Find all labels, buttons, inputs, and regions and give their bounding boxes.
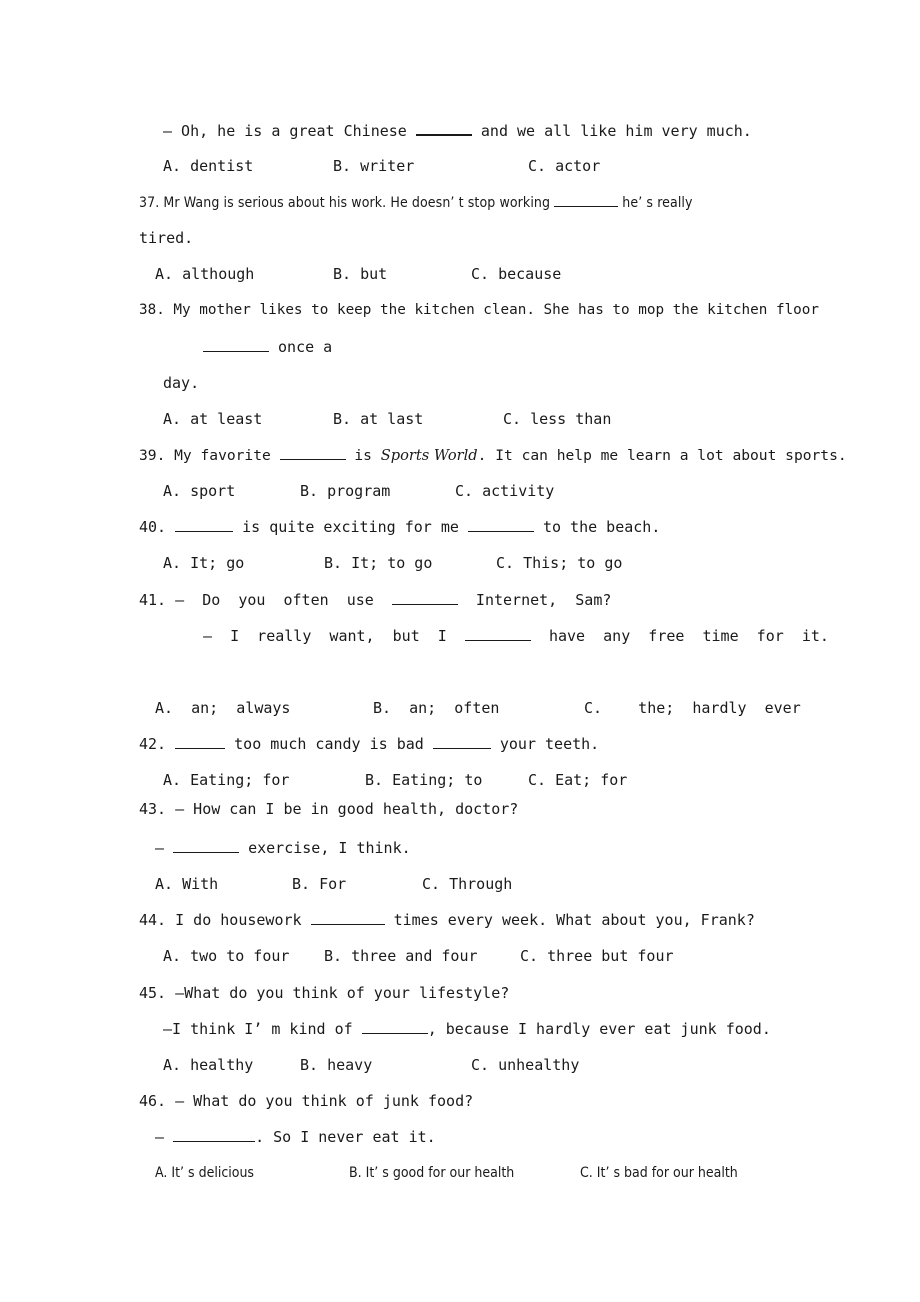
q46-line-2: — . So I never eat it. xyxy=(155,1128,436,1146)
q45-option-b: B. heavy xyxy=(300,1056,373,1074)
q36-option-a: A. dentist xyxy=(163,157,254,175)
q38-option-b: B. at last xyxy=(333,410,424,428)
q41-option-a: A. an; always xyxy=(155,699,291,717)
q39-option-a: A. sport xyxy=(163,482,236,500)
q39-option-b: B. program xyxy=(300,482,391,500)
q44-option-c: C. three but four xyxy=(520,947,674,965)
q37-option-b: B. but xyxy=(333,265,388,283)
q36-answer-line: — Oh, he is a great Chinese and we all like him very much. xyxy=(163,122,752,140)
q46-option-a: A. It’ s delicious xyxy=(155,1165,254,1181)
q44-option-b: B. three and four xyxy=(324,947,478,965)
q46-option-c: C. It’ s bad for our health xyxy=(580,1165,738,1181)
q43-option-c: C. Through xyxy=(422,875,513,893)
blank xyxy=(468,517,534,532)
q37-line-2: tired. xyxy=(139,229,194,247)
blank xyxy=(433,734,491,749)
q42-option-b: B. Eating; to xyxy=(365,771,483,789)
blank xyxy=(175,517,233,532)
q43-line-1: 43. — How can I be in good health, doctor? xyxy=(139,800,519,818)
q36-option-b: B. writer xyxy=(333,157,415,175)
q43-line-2: — exercise, I think. xyxy=(155,839,411,857)
q40-option-c: C. This; to go xyxy=(496,554,623,572)
q37-option-a: A. although xyxy=(155,265,255,283)
q40-line: 40. is quite exciting for me to the beach. xyxy=(139,518,661,536)
q41-line-2: — I really want, but I have any free time for it. xyxy=(203,627,829,645)
q43-option-a: A. With xyxy=(155,875,219,893)
q42-option-a: A. Eating; for xyxy=(163,771,290,789)
q43-option-b: B. For xyxy=(292,875,347,893)
blank xyxy=(416,120,472,136)
q37-line-1: 37. Mr Wang is serious about his work. He doesn’ t stop working he’ s really xyxy=(139,192,693,213)
q38-line-1: 38. My mother likes to keep the kitchen clean. She has to mop the kitchen floor xyxy=(139,302,819,318)
q42-option-c: C. Eat; for xyxy=(528,771,628,789)
q42-line: 42. too much candy is bad your teeth. xyxy=(139,735,600,753)
blank xyxy=(173,1127,255,1142)
blank xyxy=(173,838,239,853)
blank xyxy=(203,337,269,352)
blank xyxy=(311,910,385,925)
blank xyxy=(554,192,618,207)
q40-option-b: B. It; to go xyxy=(324,554,433,572)
blank xyxy=(392,590,458,605)
q44-line: 44. I do housework times every week. What about you, Frank? xyxy=(139,911,755,929)
blank xyxy=(175,734,225,749)
q41-option-b: B. an; often xyxy=(373,699,500,717)
q45-option-c: C. unhealthy xyxy=(471,1056,580,1074)
q38-line-2: once a xyxy=(203,337,332,357)
q44-option-a: A. two to four xyxy=(163,947,290,965)
q37-option-c: C. because xyxy=(471,265,562,283)
q41-line-1: 41. — Do you often use Internet, Sam? xyxy=(139,591,612,609)
q45-line-1: 45. —What do you think of your lifestyle? xyxy=(139,984,510,1002)
q46-option-b: B. It’ s good for our health xyxy=(349,1165,515,1181)
blank xyxy=(362,1019,428,1034)
blank xyxy=(465,626,531,641)
q36-option-c: C. actor xyxy=(528,157,601,175)
q45-line-2: —I think I’ m kind of , because I hardly ever eat junk food. xyxy=(163,1020,771,1038)
q39-option-c: C. activity xyxy=(455,482,555,500)
q46-line-1: 46. — What do you think of junk food? xyxy=(139,1092,474,1110)
q38-line-3: day. xyxy=(163,374,200,392)
q38-option-a: A. at least xyxy=(163,410,263,428)
q38-option-c: C. less than xyxy=(503,410,612,428)
q41-option-c: C. the; hardly ever xyxy=(584,699,801,717)
q45-option-a: A. healthy xyxy=(163,1056,254,1074)
blank xyxy=(280,445,346,460)
q40-option-a: A. It; go xyxy=(163,554,245,572)
q39-line: 39. My favorite is Sports World. It can help me learn a lot about sports. xyxy=(139,447,847,464)
